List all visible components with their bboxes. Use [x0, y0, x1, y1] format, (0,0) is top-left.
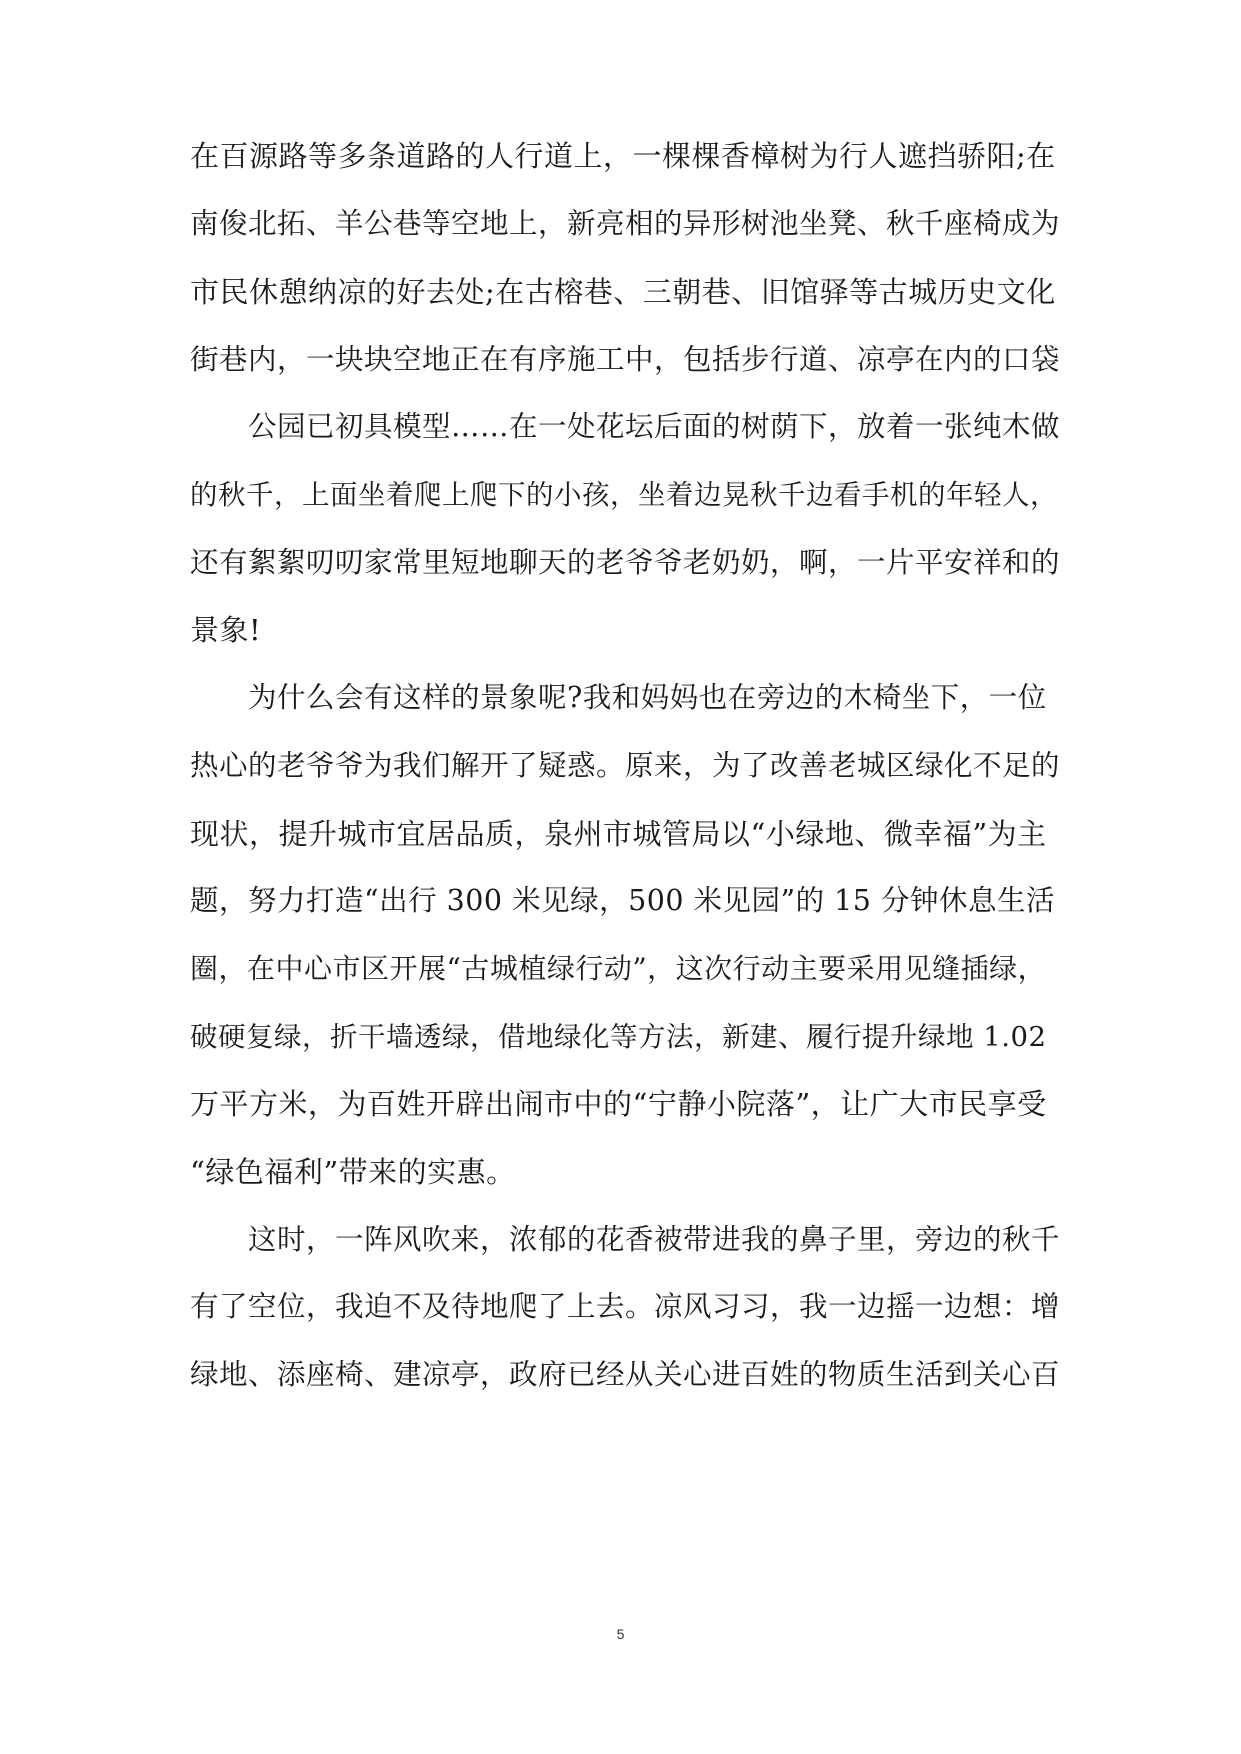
- text-line: 市民休憩纳凉的好去处;在古榕巷、三朝巷、旧馆驿等古城历史文化: [190, 275, 1056, 309]
- text-line: “绿色福利”带来的实惠。: [190, 1155, 516, 1189]
- text-line: 公园已初具模型……在一处花坛后面的树荫下，放着一张纯木做: [248, 410, 1061, 443]
- text-line: 热心的老爷爷为我们解开了疑惑。原来，为了改善老城区绿化不足的: [190, 749, 1061, 782]
- text-line: 在百源路等多条道路的人行道上，一棵棵香樟树为行人遮挡骄阳;在: [190, 139, 1056, 173]
- text-line: 南俊北拓、羊公巷等空地上，新亮相的异形树池坐凳、秋千座椅成为: [190, 207, 1061, 240]
- text-line: 街巷内，一块块空地正在有序施工中，包括步行道、凉亭在内的口袋: [190, 343, 1061, 376]
- text-line: 还有絮絮叨叨家常里短地聊天的老爷爷老奶奶，啊，一片平安祥和的: [190, 546, 1061, 579]
- text-line: 现状，提升城市宜居品质，泉州市城管局以“小绿地、微幸福”为主: [190, 817, 1047, 851]
- text-line: 为什么会有这样的景象呢?我和妈妈也在旁边的木椅坐下，一位: [248, 681, 1047, 714]
- text-line: 万平方米，为百姓开辟出闹市中的“宁静小院落”，让广大市民享受: [190, 1087, 1047, 1121]
- text-line: 绿地、添座椅、建凉亭，政府已经从关心进百姓的物质生活到关心百: [190, 1358, 1061, 1391]
- text-line: 破硬复绿，折干墙透绿，借地绿化等方法，新建、履行提升绿地 1.02: [190, 1021, 1047, 1053]
- text-line: 景象!: [190, 613, 262, 647]
- text-line: 的秋千，上面坐着爬上爬下的小孩，坐着边晃秋千边看手机的年轻人，: [190, 479, 1058, 511]
- text-line: 这时，一阵风吹来，浓郁的花香被带进我的鼻子里，旁边的秋千: [248, 1223, 1061, 1256]
- text-line: 题，努力打造“出行 300 米见绿，500 米见园”的 15 分钟休息生活: [190, 884, 1055, 917]
- text-line: 有了空位，我迫不及待地爬了上去。凉风习习，我一边摇一边想：增: [190, 1290, 1061, 1323]
- text-line: 圈，在中心市区开展“古城植绿行动”，这次行动主要采用见缝插绿，: [190, 952, 1047, 985]
- page-number: 5: [616, 1626, 625, 1642]
